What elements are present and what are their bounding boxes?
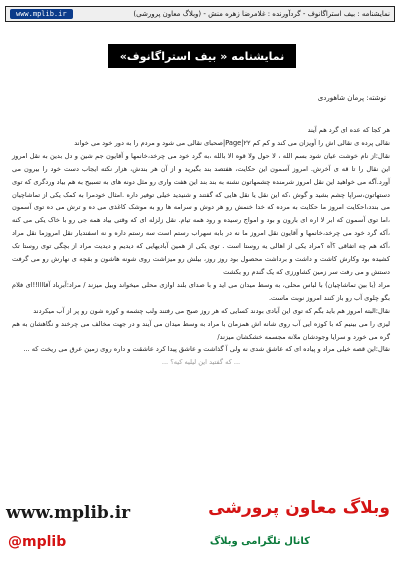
paragraph: مراد (با بین تماشاچیان) با لباس محلی، به وسط میدان می اید و با صدای بلند اوازی محلی میخواند وبیل میزند / مراد:آبرباد آقاااا!!ای فلام بگو چلوی آب رو باز کنند امروز نوبت ماست. (12, 280, 390, 302)
watermark-handle: @mplib (8, 534, 67, 550)
footer-line: ... که گفتید این لیلیه کیه؟ ... (161, 358, 241, 367)
page-header (5, 6, 395, 22)
paragraph: نقالی پرده ی نقالی اش را آویزان می کند و کم کم Page|۲۲|صحبای نقالی می شود و مردم را به دور خود می خواند (74, 138, 390, 147)
header-url[interactable]: www.mplib.ir (10, 9, 73, 19)
header-title: نمایشنامه : بیف استراگانوف - گردآورنده : غلامرضا زهره منش - (وبلاگ معاون پرورشی) (133, 10, 390, 18)
paragraph: نقال:این قصه خیلی مراد و پیاده ای که عاشق شدی نه ولی آ گذاشت و عاشق پیدا کرد عاشقت و داره روی زمین عرق می ریخت که ... (23, 345, 390, 354)
paragraph: هر کجا که عده ای گرد هم آیند (307, 126, 390, 134)
author-line: نوشته: پرمان شاهوردی (317, 94, 386, 102)
play-body (12, 124, 390, 369)
play-title: نمایشنامه « بیف استراگانوف» (108, 44, 296, 68)
watermark-channel: کانال تلگرامی وبلاگ (209, 536, 310, 547)
paragraph: نقال:البته امروز هم باید بگم که توی این آبادی بودند کسایی که هر روز صبح می رفتند ولب چشمه و کوزه شون رو پر از آب میکردند (33, 306, 390, 315)
watermark-site: www.mplib.ir (6, 503, 131, 523)
paragraph: لیزی را می بینیم که با کوزه ایی آب روی شانه اش همزمان با مراد به وسط میدان می آیند و در جهت مخالف می چرخند و نگاهشان به هم گره می خورد و سرایا وجودشان ملانه مجسمه خشکشان میزند/ (12, 319, 390, 341)
watermark-blog-name: وبلاگ معاون پرورشی (208, 498, 390, 518)
paragraph: نقال:از نام خوشت عیان شود بسم الله ، لا حول ولا قوه الا بالله ،به گرد خود می چرخد،خانمها و آقایون جم شین و دل بدین به نقل امروز این نقال را تا قه ی آخرش. امروز آسمون این حکایت، هفتصد بند بگیرید و از آن هر بندش، هزار نکته ایجاب دست خود را بیرون می آورد.آگه می خواهید این نقل امروز شرمنده چشمهاتون نشنه به بند بند این هفت واری رو مثل دونه های به تسبیح به هم بیاد وردگری که توی دستهاتون،سراپا چشم بشید و گوش ،که این نقل یا نقل هایی که گفتند و شنیدید خیلی توفیر داره .امثال خودمرا به کمک یکی از تماشاچیان می بندد،احکایت امروز ما حکایت به مرده که خدا خنمش رو هر دوش و سرامه ها رو به موشک کاغذی می ده و ترش می ده توی آسمون ،اما توی آسمون که ابر لا اره ای بارون و بود و امواج رسیده و رود همه تیام. نقل زلزله ای که وقتی بیاد همه جی رو با خاک یکی می کنه ،آکه گرد خود می چرخد،خانمها و آقایون نقل امروز ما نه در بابه سهراب رستم است سه رستم داره و نه اسفندیار نقل امروزما نقل مراد ،آکه هم چه اتفاقی ؟آه ؟مراد یکی از اهالی یه روستا است . توی یکی از همین آبادیهایی که دیدیم و دیدیت مراد از بچگی توی روستا تک کشیده بود وکارش کاشت و داشت و برداشت محصول بود روز روز، بیلش رو میزاشت روی شونه هاشون و بقچه ی نهارش رو می گرفت دستش و می رفت سر زمین کشاورزی که یک گندم رو بکشت (12, 151, 390, 276)
